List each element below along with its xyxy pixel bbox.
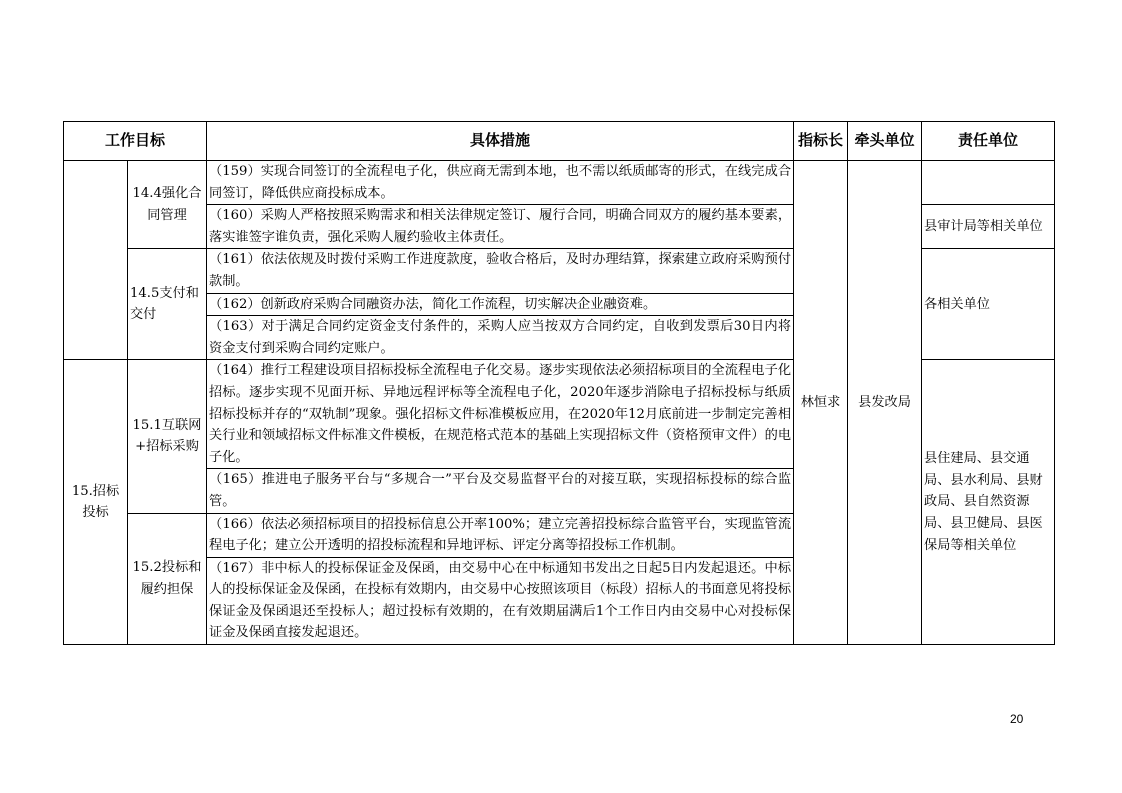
measure-160: （160）采购人严格按照采购需求和相关法律规定签订、履行合同，明确合同双方的履约基本要素，落实谁签字谁负责，强化采购人履约验收主体责任。 — [207, 205, 794, 249]
measure-166: （166）依法必须招标项目的招投标信息公开率100%；建立完善招投标综合监管平台，实现监管流程电子化；建立公开透明的招投标流程和异地评标、评定分离等招投标工作机制。 — [207, 513, 794, 557]
responsible-unit-14-5: 各相关单位 — [922, 249, 1055, 360]
table-row — [64, 161, 1055, 205]
responsible-unit-15: 县住建局、县交通局、县水利局、县财政局、县自然资源局、县卫健局、县医保局等相关单位 — [922, 360, 1055, 645]
responsible-unit-empty — [922, 161, 1055, 205]
header-responsible-unit: 责任单位 — [922, 122, 1055, 161]
page-number: 20 — [1010, 712, 1024, 726]
header-indicator-lead: 指标长 — [794, 122, 848, 161]
measure-162: （162）创新政府采购合同融资办法，简化工作流程，切实解决企业融资难。 — [207, 293, 794, 316]
measures-table — [63, 121, 1055, 645]
header-goal: 工作目标 — [64, 122, 207, 161]
subgoal-15-2: 15.2投标和履约担保 — [128, 513, 207, 645]
subgoal-14-4: 14.4强化合同管理 — [128, 161, 207, 249]
goal-cell-14-continued — [64, 161, 128, 360]
measure-163: （163）对于满足合同约定资金支付条件的，采购人应当按双方合同约定，自收到发票后30日内将资金支付到采购合同约定账户。 — [207, 316, 794, 360]
lead-unit-cell: 县发改局 — [848, 161, 922, 645]
table-header-row — [64, 122, 1055, 161]
header-measures: 具体措施 — [207, 122, 794, 161]
header-lead-unit: 牵头单位 — [848, 122, 922, 161]
measure-165: （165）推进电子服务平台与“多规合一”平台及交易监督平台的对接互联，实现招标投标的综合监管。 — [207, 469, 794, 513]
measure-167: （167）非中标人的投标保证金及保函，由交易中心在中标通知书发出之日起5日内发起退还。中标人的投标保证金及保函，在投标有效期内，由交易中心按照该项目（标段）招标人的书面意见将投标保证金及保函退还至投标人；超过投标有效期的，在有效期届满后1个工作日内由交易中心对投标保证金及保函直接发起退还。 — [207, 557, 794, 644]
measure-159: （159）实现合同签订的全流程电子化，供应商无需到本地，也不需以纸质邮寄的形式，在线完成合同签订，降低供应商投标成本。 — [207, 161, 794, 205]
measure-164: （164）推行工程建设项目招标投标全流程电子化交易。逐步实现依法必须招标项目的全流程电子化招标。逐步实现不见面开标、异地远程评标等全流程电子化，2020年逐步消除电子招标投标与纸质招标投标并存的“双轨制”现象。强化招标文件标准模板应用，在2020年12月底前进一步制定完善相关行业和领域招标文件标准文件模板，在规范格式范本的基础上实现招标文件（资格预审文件）的电子化。 — [207, 360, 794, 469]
measure-161: （161）依法依规及时拨付采购工作进度款度，验收合格后，及时办理结算，探索建立政府采购预付款制。 — [207, 249, 794, 293]
responsible-unit-14-4: 县审计局等相关单位 — [922, 205, 1055, 249]
subgoal-15-1: 15.1互联网+招标采购 — [128, 360, 207, 513]
goal-15: 15.招标投标 — [64, 360, 128, 645]
indicator-lead-cell: 林恒求 — [794, 161, 848, 645]
subgoal-14-5: 14.5支付和交付 — [128, 249, 207, 360]
